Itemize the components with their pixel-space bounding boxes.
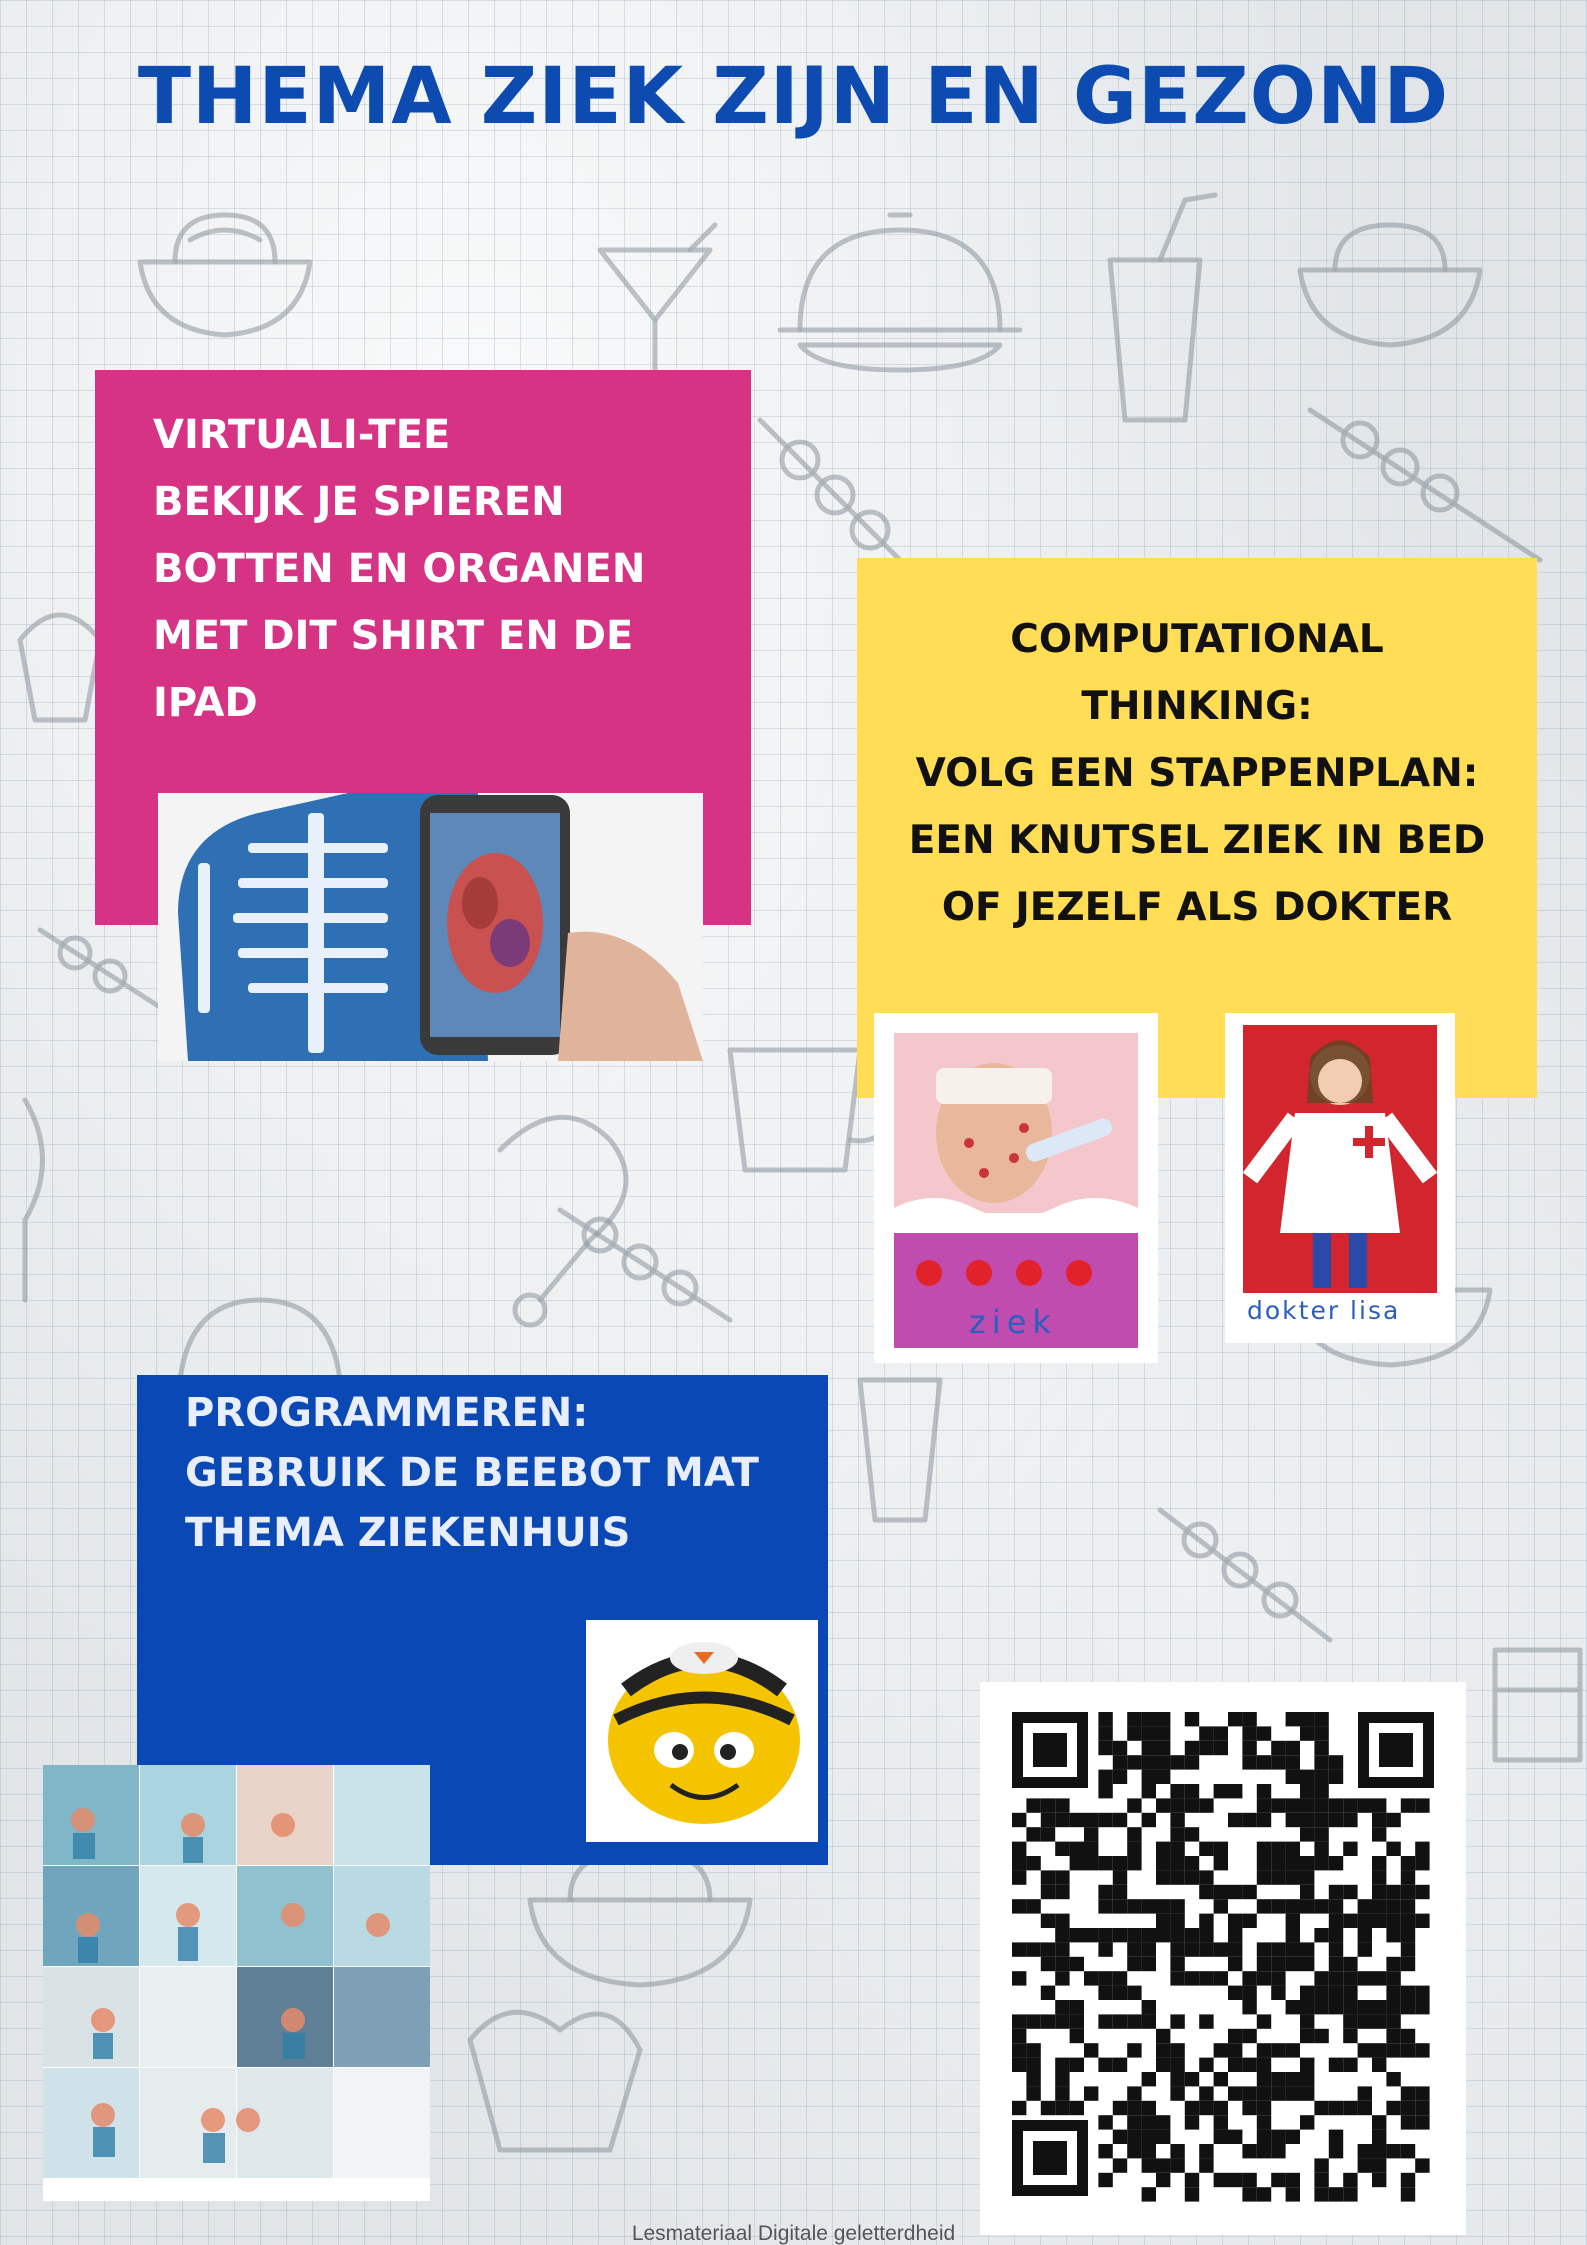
bowl-icon xyxy=(140,215,310,335)
virtualitee-line: IPAD xyxy=(153,680,258,726)
skewer-icon xyxy=(1310,410,1540,560)
cocktail-glass-icon xyxy=(600,225,715,390)
cake-icon xyxy=(1495,1650,1580,1760)
computational-line: THINKING: xyxy=(1081,684,1313,729)
programmeren-line: GEBRUIK DE BEEBOT MAT xyxy=(185,1450,759,1496)
doctor-craft-photo xyxy=(1225,1013,1455,1343)
wine-glass-icon xyxy=(25,1100,43,1300)
cupcake-icon xyxy=(470,2012,640,2150)
computational-line: OF JEZELF ALS DOKTER xyxy=(941,885,1453,930)
virtualitee-line: MET DIT SHIRT EN DE xyxy=(153,613,634,659)
virtualitee-line: BEKIJK JE SPIEREN xyxy=(153,479,565,525)
drink-cup-icon xyxy=(860,1380,940,1520)
sick-in-bed-craft-photo xyxy=(874,1013,1158,1363)
computational-thinking-text xyxy=(857,606,1537,941)
programmeren-line: PROGRAMMEREN: xyxy=(185,1390,589,1436)
sick-craft-caption: ziek xyxy=(969,1303,1057,1341)
cloche-icon xyxy=(780,215,1020,370)
virtualitee-shirt-photo xyxy=(158,793,703,1061)
drink-cup-icon xyxy=(1110,195,1215,420)
doctor-craft-caption: dokter lisa xyxy=(1247,1296,1401,1325)
hospital-scenes-grid xyxy=(43,1765,430,2201)
programmeren-text xyxy=(185,1383,759,1563)
computational-line: EEN KNUTSEL ZIEK IN BED xyxy=(908,818,1486,863)
virtualitee-text xyxy=(153,402,645,737)
bowl-icon xyxy=(180,1300,340,1380)
skewer-icon xyxy=(1160,1510,1330,1640)
skewer-icon xyxy=(560,1210,730,1320)
qr-code[interactable] xyxy=(980,1682,1466,2235)
beebot-robot-photo xyxy=(586,1620,818,1842)
bowl-icon xyxy=(1300,225,1480,345)
computational-line: VOLG EEN STAPPENPLAN: xyxy=(915,751,1479,796)
cupcake-icon xyxy=(20,615,100,720)
virtualitee-line: BOTTEN EN ORGANEN xyxy=(153,546,646,592)
programmeren-line: THEMA ZIEKENHUIS xyxy=(185,1510,631,1556)
poster-title: THEMA ZIEK ZIJN EN GEZOND xyxy=(137,52,1450,142)
bowl-icon xyxy=(530,1850,750,1985)
virtualitee-line: VIRTUALI-TEE xyxy=(153,412,451,458)
computational-line: COMPUTATIONAL xyxy=(1010,617,1384,662)
footer-credit: Lesmateriaal Digitale geletterdheid xyxy=(631,2222,956,2245)
qr-code-pattern[interactable] xyxy=(980,1682,1466,2235)
